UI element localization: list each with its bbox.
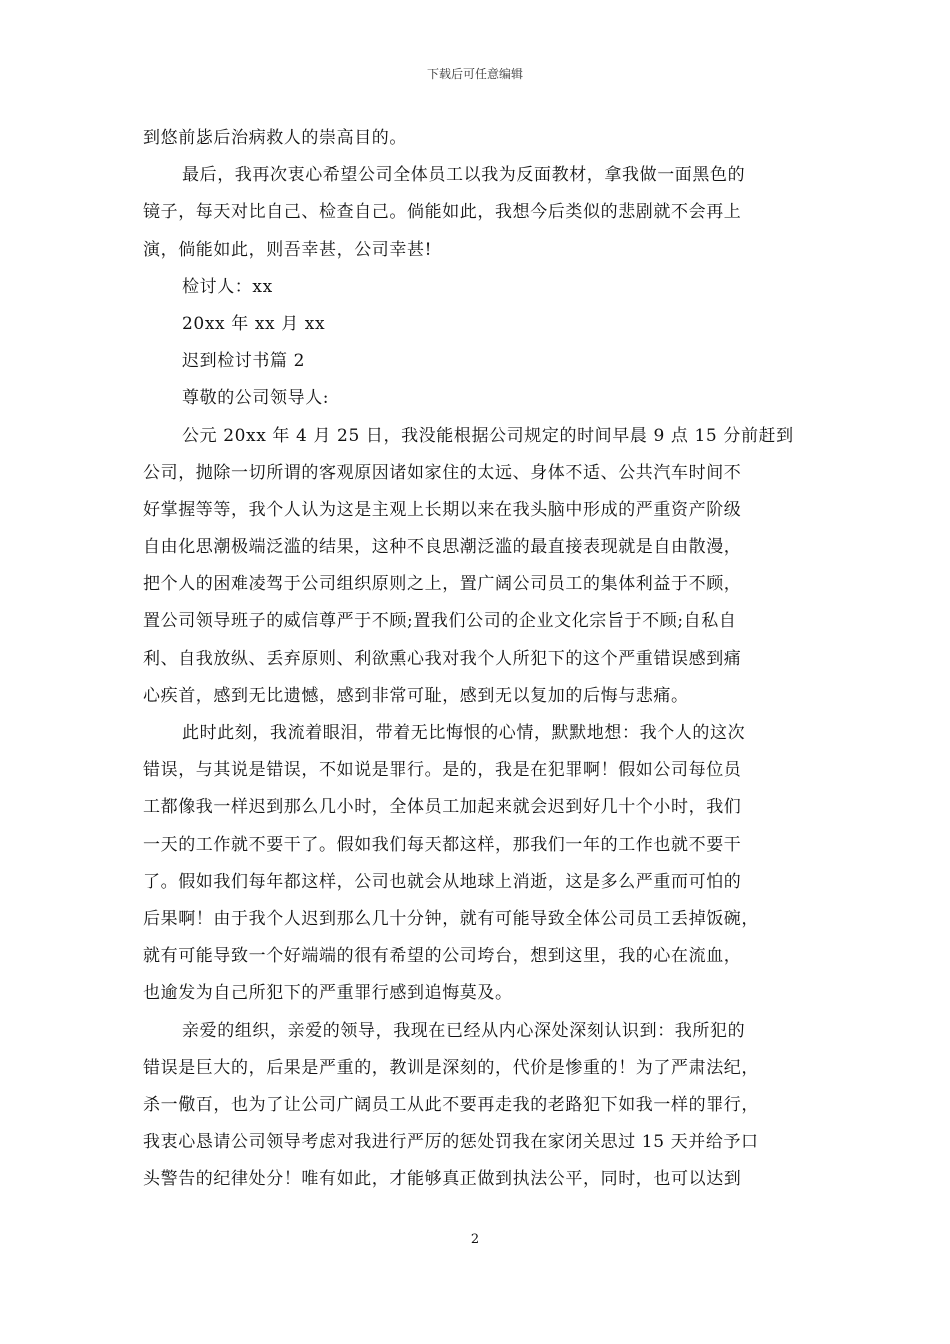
text-line: 演，倘能如此，则吾幸甚，公司幸甚! — [143, 239, 433, 260]
text-line: 检讨人：xx — [182, 276, 273, 297]
text-line: 头警告的纪律处分！唯有如此，才能够真正做到执法公平，同时，也可以达到 — [143, 1169, 742, 1190]
text-line: 镜子，每天对比自己、检查自己。倘能如此，我想今后类似的悲剧就不会再上 — [143, 202, 742, 223]
text-line: 此时此刻，我流着眼泪，带着无比悔恨的心情，默默地想：我个人的这次 — [182, 723, 746, 743]
text-line: 就有可能导致一个好端端的很有希望的公司垮台，想到这里，我的心在流血， — [143, 946, 742, 967]
document-body — [143, 120, 815, 1198]
text-line: 一天的工作就不要干了。假如我们每天都这样，那我们一年的工作也就不要干 — [143, 834, 742, 855]
text-line: 好掌握等等，我个人认为这是主观上长期以来在我头脑中形成的严重资产阶级 — [143, 499, 742, 520]
text-line: 公元 20xx 年 4 月 25 日，我没能根据公司规定的时间早晨 9 点 15 分前赶到 — [182, 425, 794, 446]
text-line: 把个人的困难凌驾于公司组织原则之上，置广阔公司员工的集体利益于不顾， — [143, 574, 742, 595]
text-line: 置公司领导班子的威信尊严于不顾;置我们公司的企业文化宗旨于不顾;自私自 — [143, 611, 737, 632]
text-line: 心疾首，感到无比遗憾，感到非常可耻，感到无以复加的后悔与悲痛。 — [143, 685, 689, 706]
text-line: 20xx 年 xx 月 xx — [182, 313, 326, 334]
text-line: 我衷心恳请公司领导考虑对我进行严厉的惩处罚我在家闭关思过 15 天并给予口 — [143, 1132, 759, 1153]
text-line: 后果啊！由于我个人迟到那么几十分钟，就有可能导致全体公司员工丢掉饭碗， — [143, 908, 759, 929]
text-line: 最后，我再次衷心希望公司全体员工以我为反面教材，拿我做一面黑色的 — [182, 165, 746, 186]
text-line: 了。假如我们每年都这样，公司也就会从地球上消逝，这是多么严重而可怕的 — [143, 871, 742, 892]
page-number: 2 — [470, 1232, 480, 1247]
text-line: 尊敬的公司领导人: — [182, 388, 330, 409]
text-line: 自由化思潮极端泛滥的结果，这种不良思潮泛滥的最直接表现就是自由散漫， — [143, 537, 742, 558]
text-line: 杀一儆百，也为了让公司广阔员工从此不要再走我的老路犯下如我一样的罪行， — [143, 1094, 759, 1115]
text-line: 错误，与其说是错误，不如说是罪行。是的，我是在犯罪啊！假如公司每位员 — [143, 760, 742, 781]
text-line: 错误是巨大的，后果是严重的，教训是深刻的，代价是惨重的！为了严肃法纪， — [143, 1057, 759, 1078]
text-line: 也逾发为自己所犯下的严重罪行感到追悔莫及。 — [143, 983, 513, 1004]
text-line: 工都像我一样迟到那么几小时，全体员工加起来就会迟到好几十个小时，我们 — [143, 797, 742, 818]
text-line: 利、自我放纵、丢弃原则、利欲熏心我对我个人所犯下的这个严重错误感到痛 — [143, 648, 742, 669]
text-line: 迟到检讨书篇 2 — [182, 351, 306, 372]
text-line: 公司，抛除一切所谓的客观原因诸如家住的太远、身体不适、公共汽车时间不 — [143, 462, 742, 483]
page-header: 下载后可任意编辑 — [426, 67, 523, 81]
text-line: 到悠前毖后治病救人的崇高目的。 — [143, 128, 407, 148]
text-line: 亲爱的组织，亲爱的领导，我现在已经从内心深处深刻认识到：我所犯的 — [182, 1020, 746, 1041]
